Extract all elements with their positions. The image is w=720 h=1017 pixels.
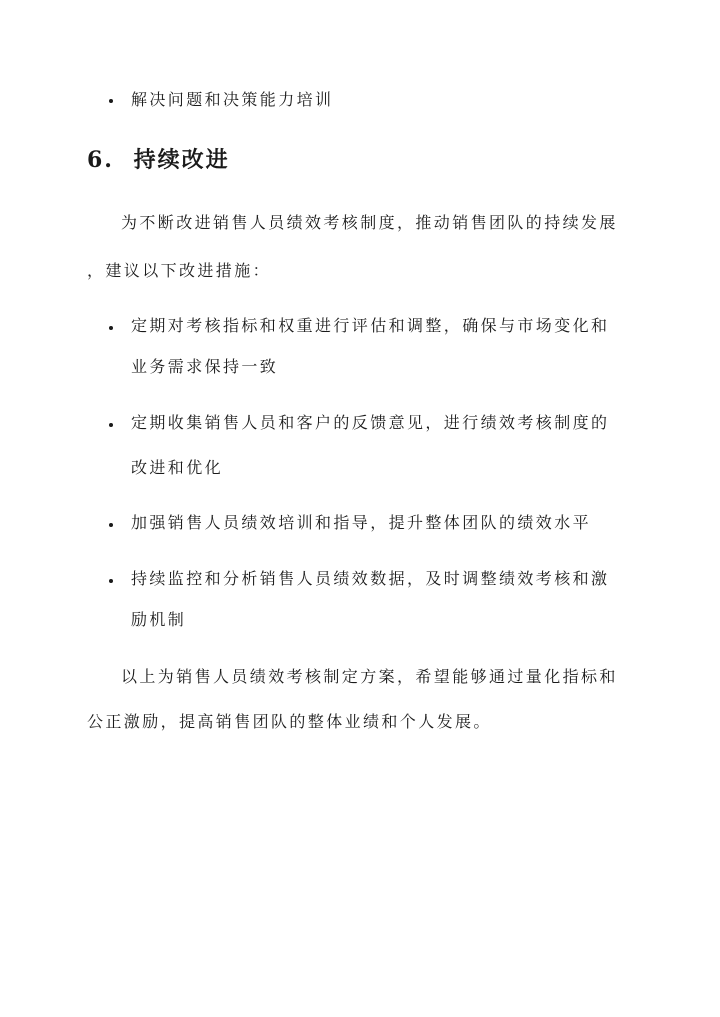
section-heading [87,147,230,173]
bullet-icon [109,326,113,330]
list-item-text: 持续监控和分析销售人员绩效数据，及时调整绩效考核和激 [131,569,610,588]
list-item-text: 定期对考核指标和权重进行评估和调整，确保与市场变化和 [131,316,610,335]
bullet-icon [109,579,113,583]
bullet-icon [109,99,113,103]
bullet-icon [109,423,113,427]
section-title: 持续改进 [133,147,230,173]
list-item-text: 加强销售人员绩效培训和指导，提升整体团队的绩效水平 [131,513,592,532]
list-item-text: 业务需求保持一致 [131,357,279,376]
list-item-text: 解决问题和决策能力培训 [131,90,334,109]
bullet-icon [109,523,113,527]
paragraph-line: 为不断改进销售人员绩效考核制度，推动销售团队的持续发展 [121,213,618,232]
list-item-text: 定期收集销售人员和客户的反馈意见，进行绩效考核制度的 [131,413,610,432]
list-item-text: 改进和优化 [131,458,224,477]
paragraph-line: ，建议以下改进措施： [87,261,272,280]
section-number: 6. [87,147,114,173]
list-item-text: 励机制 [131,610,187,629]
paragraph-line: 公正激励，提高销售团队的整体业绩和个人发展。 [87,712,492,731]
paragraph-line: 以上为销售人员绩效考核制定方案，希望能够通过量化指标和 [121,667,618,686]
